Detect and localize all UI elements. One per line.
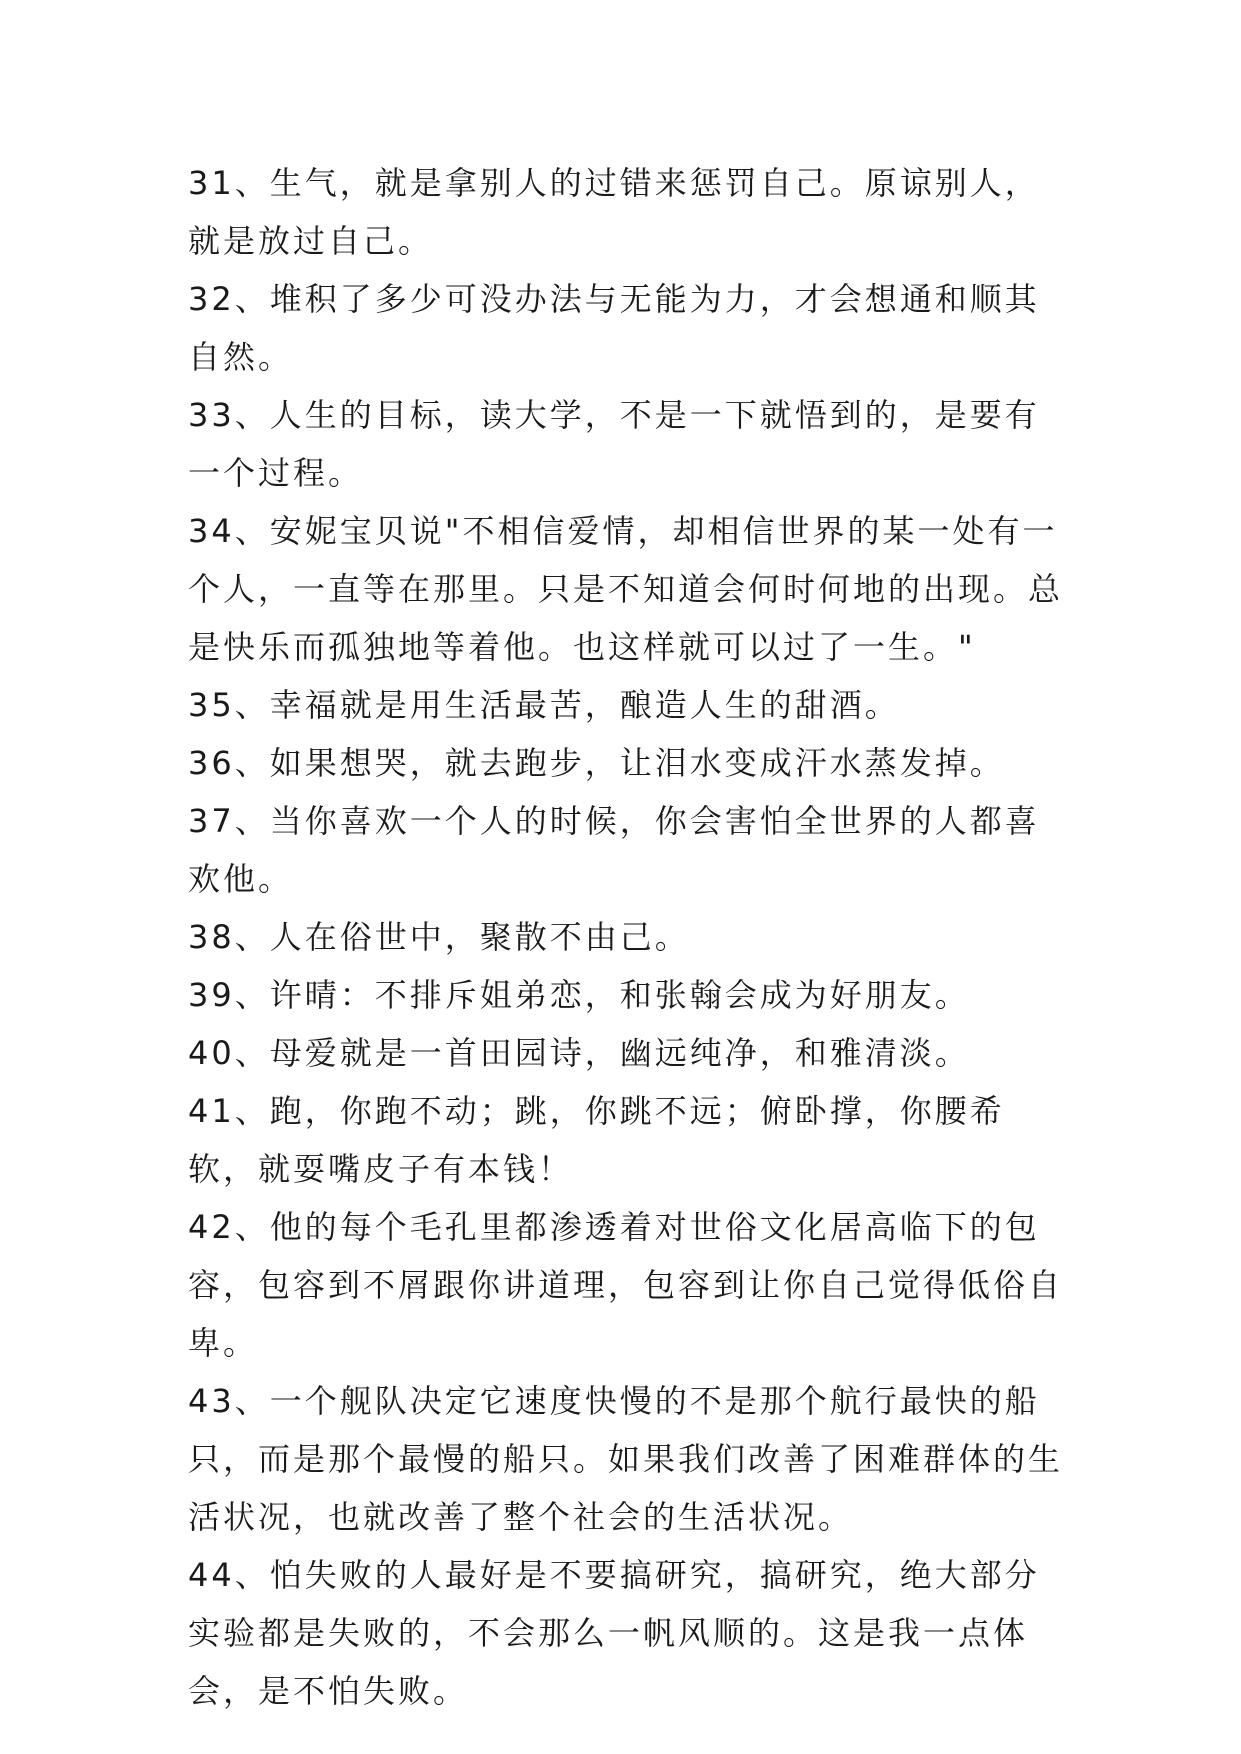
quote-32: 32、堆积了多少可没办法与无能为力，才会想通和顺其自然。 bbox=[188, 280, 1040, 376]
quote-31: 31、生气，就是拿别人的过错来惩罚自己。原谅别人，就是放过自己。 bbox=[188, 164, 1040, 260]
quote-33: 33、人生的目标，读大学，不是一下就悟到的，是要有一个过程。 bbox=[188, 396, 1040, 492]
quote-40: 40、母爱就是一首田园诗，幽远纯净，和雅清淡。 bbox=[188, 1034, 970, 1072]
quote-39: 39、许晴：不排斥姐弟恋，和张翰会成为好朋友。 bbox=[188, 976, 970, 1014]
quote-35: 35、幸福就是用生活最苦，酿造人生的甜酒。 bbox=[188, 686, 900, 724]
quote-34: 34、安妮宝贝说"不相信爱情，却相信世界的某一处有一个人，一直等在那里。只是不知道会何时何地的出现。总是快乐而孤独地等着他。也这样就可以过了一生。" bbox=[188, 512, 1064, 666]
quote-41: 41、跑，你跑不动；跳，你跳不远；俯卧撑，你腰希软，就耍嘴皮子有本钱！ bbox=[188, 1092, 1005, 1188]
quote-37: 37、当你喜欢一个人的时候，你会害怕全世界的人都喜欢他。 bbox=[188, 802, 1040, 898]
quote-42: 42、他的每个毛孔里都渗透着对世俗文化居高临下的包容，包容到不屑跟你讲道理，包容到让你自己觉得低俗自卑。 bbox=[188, 1208, 1064, 1362]
quote-44: 44、怕失败的人最好是不要搞研究，搞研究，绝大部分实验都是失败的，不会那么一帆风顺的。这是我一点体会，是不怕失败。 bbox=[188, 1556, 1040, 1710]
quote-43: 43、一个舰队决定它速度快慢的不是那个航行最快的船只，而是那个最慢的船只。如果我们改善了困难群体的生活状况，也就改善了整个社会的生活状况。 bbox=[188, 1382, 1064, 1536]
quote-38: 38、人在俗世中，聚散不由己。 bbox=[188, 918, 690, 956]
quote-36: 36、如果想哭，就去跑步，让泪水变成汗水蒸发掉。 bbox=[188, 744, 1005, 782]
quote-list bbox=[188, 154, 1068, 1720]
